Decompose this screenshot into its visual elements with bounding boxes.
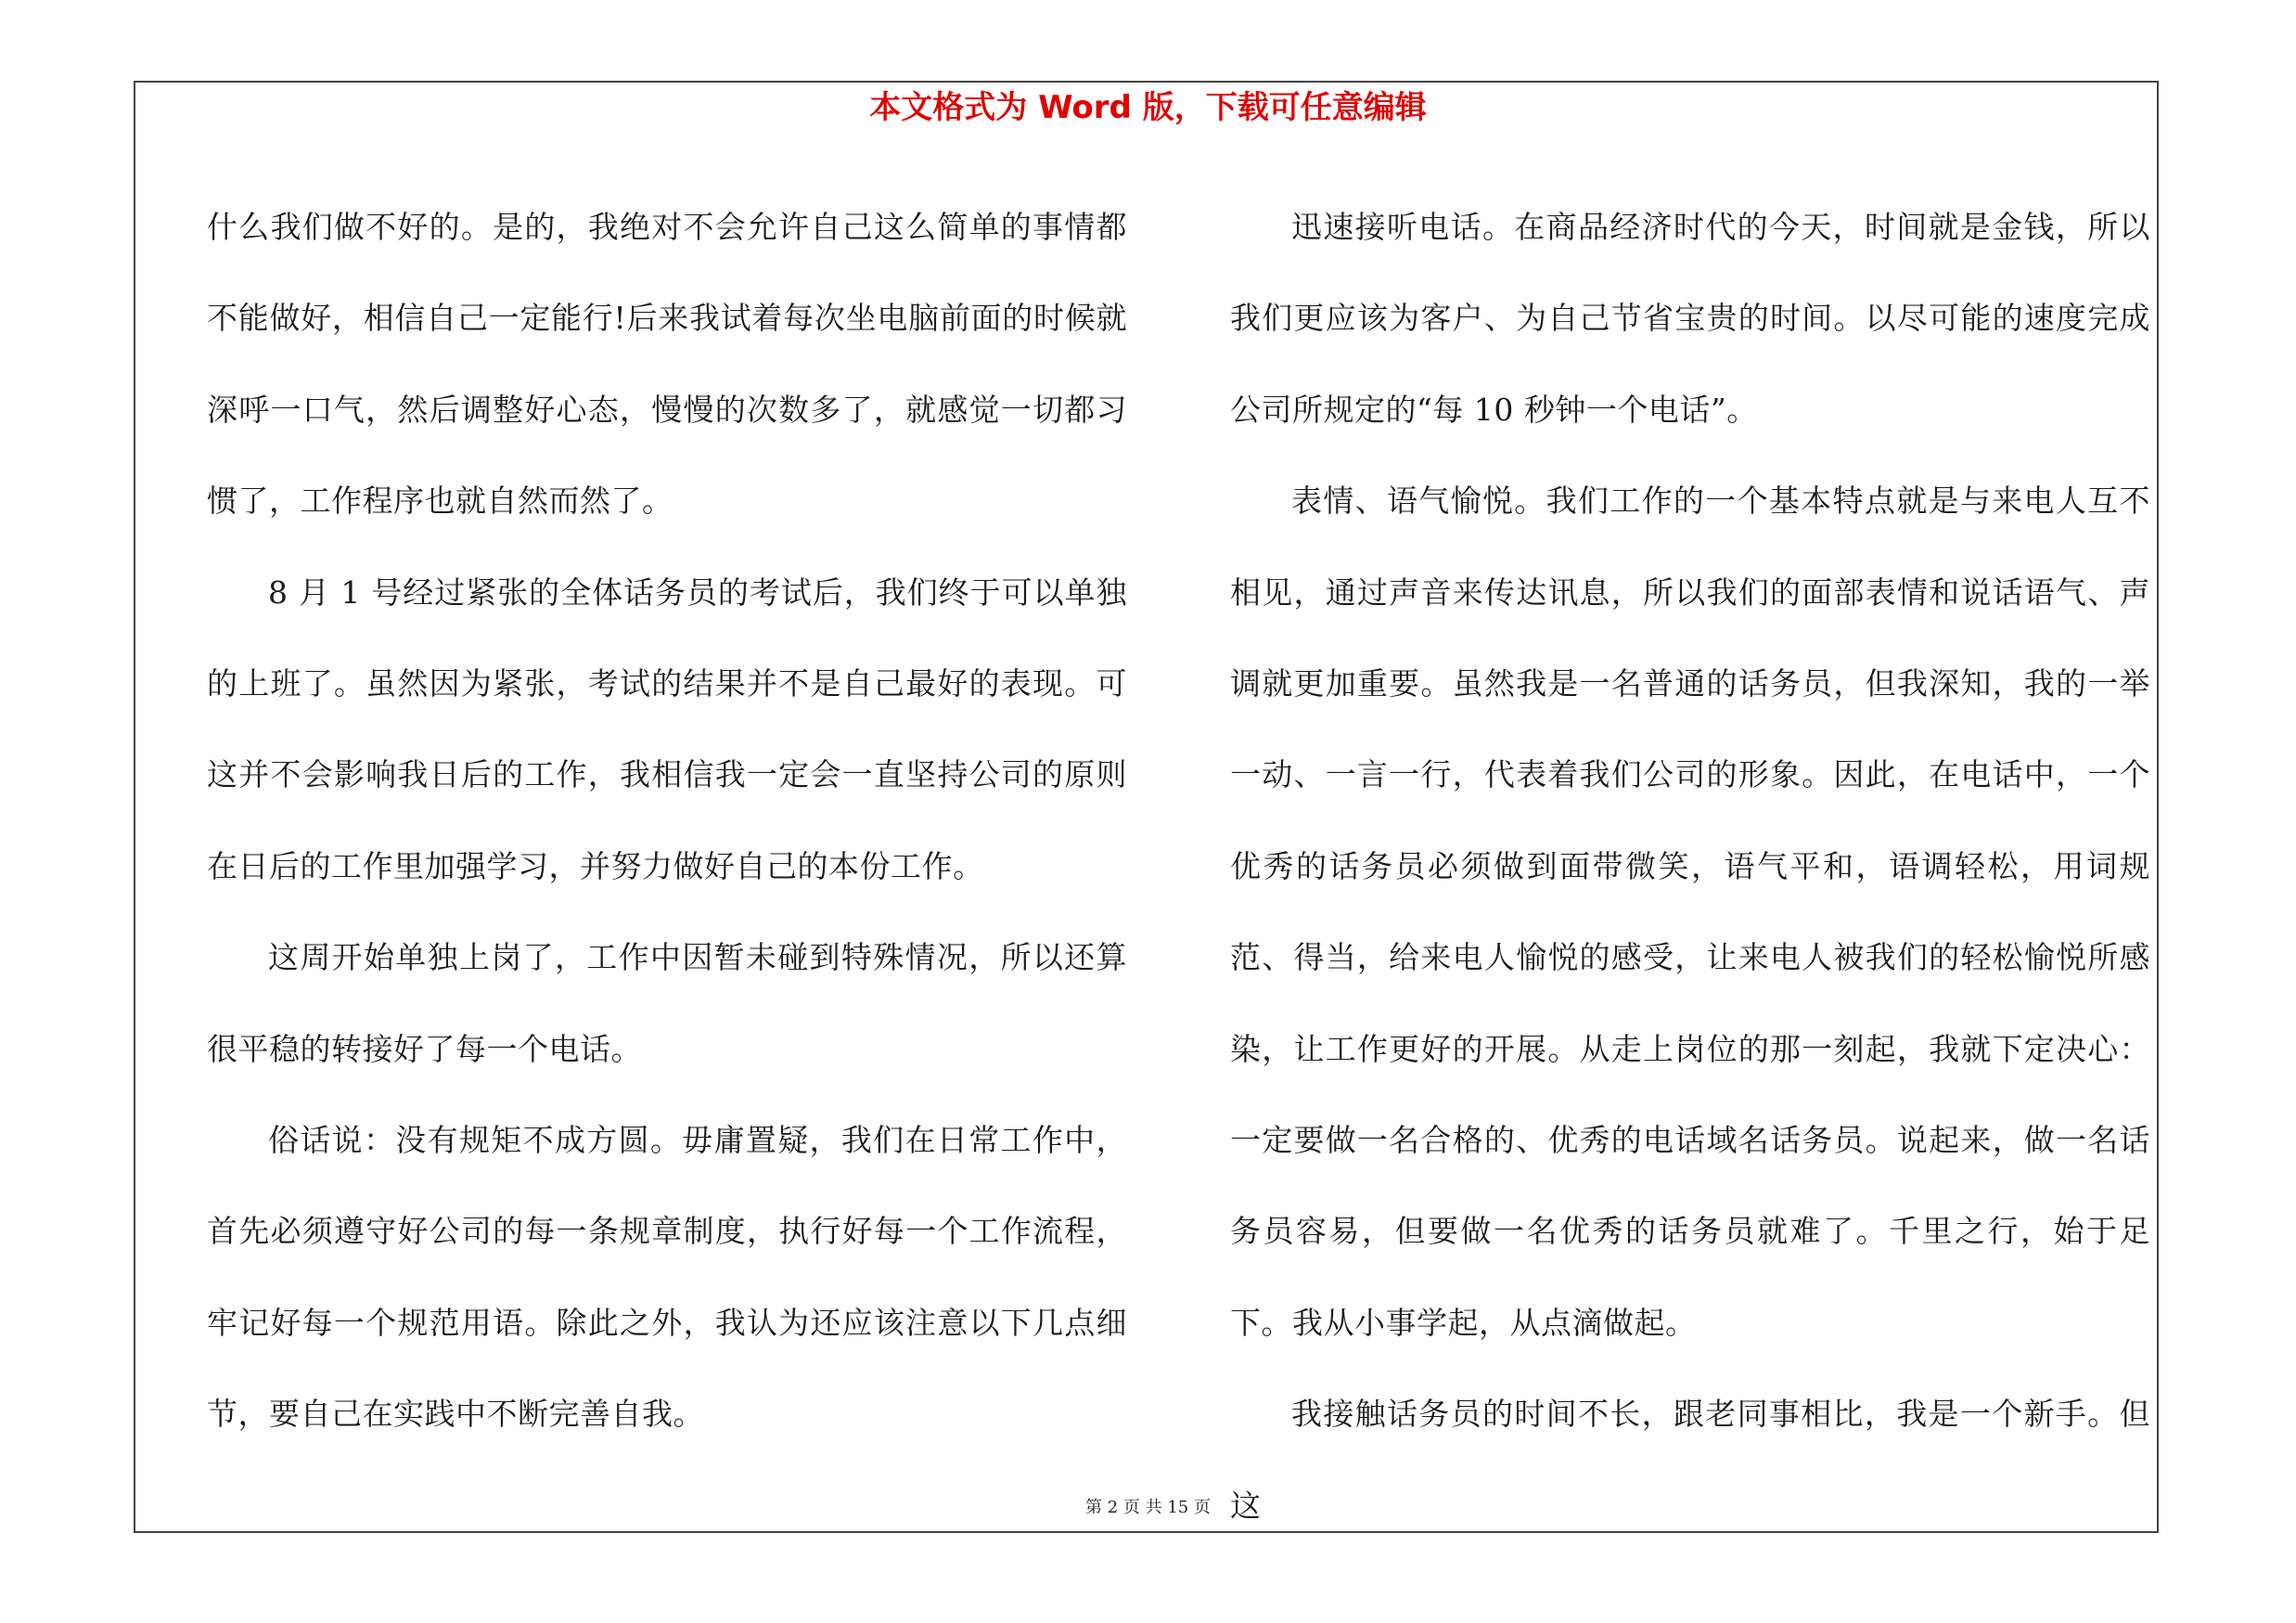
paragraph: 什么我们做不好的。是的，我绝对不会允许自己这么简单的事情都不能做好，相信自己一定能行!后来我试着每次坐电脑前面的时候就深呼一口气，然后调整好心态，慢慢的次数多了，就感觉一切都习惯了，工作程序也就自然而然了。	[207, 209, 1127, 520]
page-number: 第 2 页 共 15 页	[1085, 1498, 1211, 1517]
right-column	[1230, 182, 2150, 1552]
paragraph: 迅速接听电话。在商品经济时代的今天，时间就是金钱，所以我们更应该为客户、为自己节省宝贵的时间。以尽可能的速度完成公司所规定的“每 10 秒钟一个电话”。	[1230, 209, 2150, 428]
paragraph: 这周开始单独上岗了，工作中因暂未碰到特殊情况，所以还算很平稳的转接好了每一个电话。	[207, 939, 1127, 1067]
paragraph: 俗话说：没有规矩不成方圆。毋庸置疑，我们在日常工作中，首先必须遵守好公司的每一条规章制度，执行好每一个工作流程，牢记好每一个规范用语。除此之外，我认为还应该注意以下几点细节，要自己在实践中不断完善自我。	[207, 1122, 1127, 1433]
format-banner: 本文格式为 Word 版，下载可任意编辑	[869, 89, 1427, 126]
paragraph: 我接触话务员的时间不长，跟老同事相比，我是一个新手。但这	[1230, 1396, 2150, 1524]
paragraph: 8 月 1 号经过紧张的全体话务员的考试后，我们终于可以单独的上班了。虽然因为紧张，考试的结果并不是自己最好的表现。可这并不会影响我日后的工作，我相信我一定会一直坚持公司的原则在日后的工作里加强学习，并努力做好自己的本份工作。	[207, 573, 1127, 884]
left-column	[207, 182, 1127, 1461]
paragraph: 表情、语气愉悦。我们工作的一个基本特点就是与来电人互不相见，通过声音来传达讯息，所以我们的面部表情和说话语气、声调就更加重要。虽然我是一名普通的话务员，但我深知，我的一举一动、一言一行，代表着我们公司的形象。因此，在电话中，一个优秀的话务员必须做到面带微笑，语气平和，语调轻松，用词规范、得当，给来电人愉悦的感受，让来电人被我们的轻松愉悦所感染，让工作更好的开展。从走上岗位的那一刻起，我就下定决心：一定要做一名合格的、优秀的电话域名话务员。说起来，做一名话务员容易，但要做一名优秀的话务员就难了。千里之行，始于足下。我从小事学起，从点滴做起。	[1230, 483, 2150, 1341]
